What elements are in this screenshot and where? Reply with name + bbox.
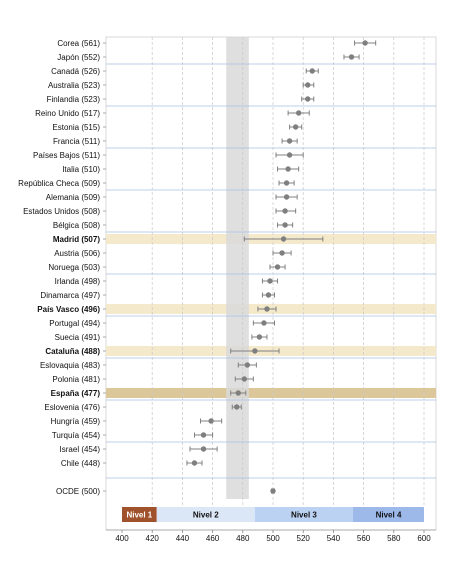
data-point [282,222,287,227]
data-point [296,110,301,115]
background-layer [106,37,436,530]
x-tick-label: 540 [326,534,341,543]
data-point [305,82,310,87]
row-label: País Vasco (496) [37,305,100,314]
data-row [23,207,296,216]
data-point [192,460,197,465]
plot-frame [106,37,436,530]
data-point [362,40,367,45]
x-axis [106,530,436,543]
data-point [234,404,239,409]
row-label: Corea (561) [57,39,100,48]
data-point [281,236,286,241]
data-point [201,432,206,437]
data-row [62,165,298,174]
data-point [287,138,292,143]
x-tick-label: 500 [266,534,280,543]
level-label: Nivel 1 [126,510,153,520]
row-label: Chile (448) [60,459,100,468]
data-point [266,292,271,297]
row-label: Noruega (503) [48,263,100,272]
row-label: Francia (511) [53,137,100,146]
row-label: Bélgica (508) [52,221,100,230]
row-label: Eslovaquia (483) [39,361,100,370]
data-row [57,53,359,62]
row-highlight [106,388,436,398]
row-label: Portugal (494) [49,319,100,328]
data-point [208,418,213,423]
x-tick-label: 440 [175,534,190,543]
data-point [305,96,310,101]
row-label: Polonia (481) [52,375,100,384]
row-label: Países Bajos (511) [33,151,100,160]
data-row [48,263,285,272]
row-label: Madrid (507) [52,235,100,244]
level-label: Nivel 2 [192,510,219,520]
data-point [270,488,275,493]
row-label: Eslovenia (476) [44,403,100,412]
data-point [257,334,262,339]
data-row [53,137,297,146]
data-point [310,68,315,73]
data-row [44,403,241,412]
row-label: Australia (523) [47,81,100,90]
data-point [252,348,257,353]
data-point [201,446,206,451]
data-row [52,375,253,384]
x-tick-label: 420 [145,534,159,543]
data-point [279,250,284,255]
data-point [285,166,290,171]
data-row [52,123,301,132]
row-label: Reino Unido (517) [35,109,100,118]
data-point [242,376,247,381]
data-row [51,67,318,76]
data-point [284,180,289,185]
row-label: España (477) [50,389,100,398]
x-tick-label: 460 [205,534,220,543]
data-point [236,390,241,395]
data-point [245,362,250,367]
data-point [282,208,287,213]
data-row [52,431,213,440]
level-label: Nivel 3 [291,510,317,520]
data-row [47,95,314,104]
row-label: Japón (552) [57,53,100,62]
level-label: Nivel 4 [375,510,402,520]
row-label: Cataluña (488) [45,347,100,356]
data-row [46,193,297,202]
row-label: Austria (506) [54,249,100,258]
row-label: Estonia (515) [52,123,100,132]
data-row [40,361,256,370]
row-label: Turquía (454) [51,431,100,440]
row-label: Estados Unidos (508) [23,207,100,216]
data-row [51,417,222,426]
x-tick-label: 580 [387,534,401,543]
data-row [60,445,218,454]
row-label: Irlanda (498) [54,277,100,286]
data-row [18,179,294,188]
data-row [33,151,303,160]
data-point [293,124,298,129]
row-label: Suecia (491) [54,333,100,342]
grid-layer [106,37,436,505]
row-label: Canadá (526) [51,67,100,76]
data-point [267,278,272,283]
data-point [264,306,269,311]
data-point [287,152,292,157]
row-label: Alemania (509) [45,193,100,202]
data-row [48,81,314,90]
row-label: Dinamarca (497) [40,291,100,300]
x-tick-label: 600 [417,534,431,543]
data-point [284,194,289,199]
x-tick-label: 400 [115,534,129,543]
row-label: Israel (454) [59,445,100,454]
x-tick-label: 520 [296,534,310,543]
x-tick-label: 560 [356,534,371,543]
rows-layer [18,39,376,496]
row-label: República Checa (509) [18,179,100,188]
data-point [349,54,354,59]
row-label: Hungría (459) [50,417,100,426]
data-row [53,221,293,230]
row-label: Finlandia (523) [46,95,100,104]
data-point [261,320,266,325]
data-row [54,249,291,258]
level-band-layer [122,507,424,522]
data-row [57,39,375,48]
data-row [35,109,309,118]
data-point [275,264,280,269]
row-label: OCDE (500) [55,487,100,496]
data-row [61,459,202,468]
x-tick-label: 480 [236,534,250,543]
row-label: Italia (510) [62,165,100,174]
